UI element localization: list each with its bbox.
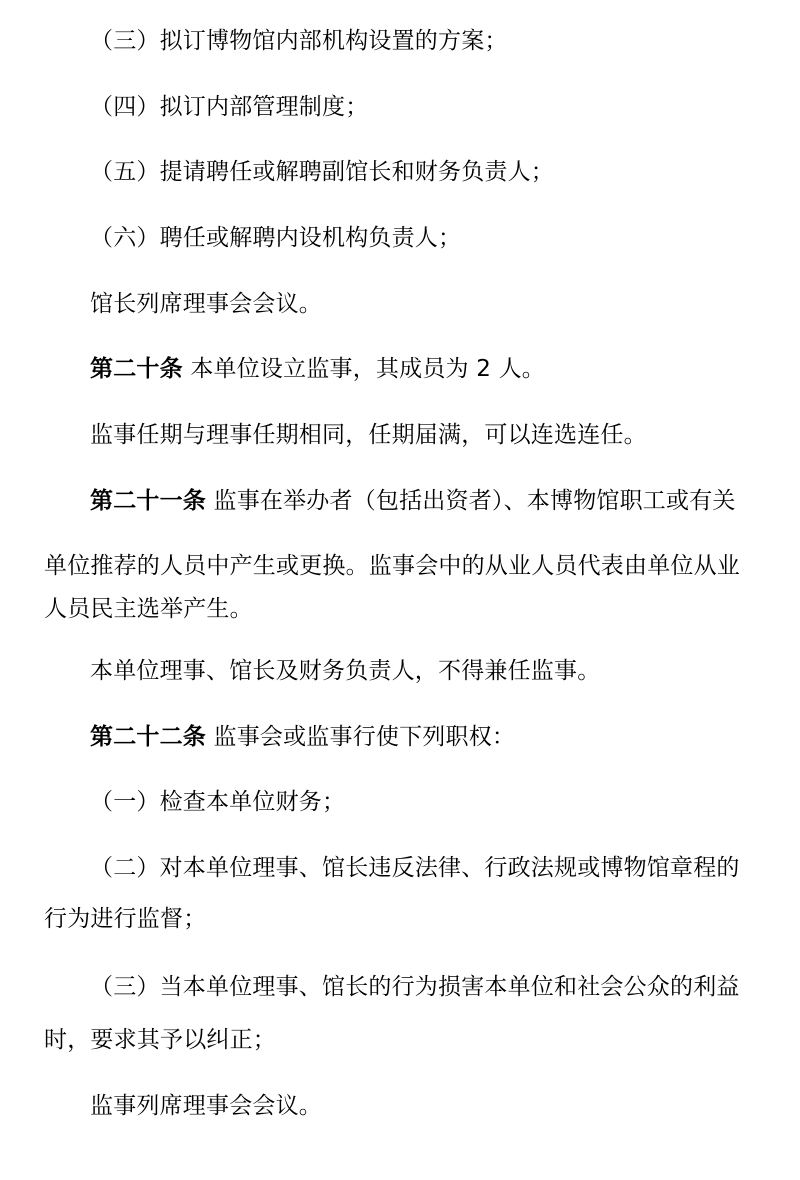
power-two-continuation-line: 行为进行监督；: [44, 906, 207, 932]
power-three-continuation-line: 时，要求其予以纠正；: [44, 1027, 276, 1053]
power-two-line: （二）对本单位理事、馆长违反法律、行政法规或博物馆章程的: [90, 855, 740, 881]
article-20-label: 第二十条: [90, 356, 183, 382]
non-concurrent-role-line: 本单位理事、馆长及财务负责人，不得兼任监事。: [90, 658, 601, 684]
article-20-text: 本单位设立监事，其成员为 2 人。: [182, 356, 545, 382]
article-21-label: 第二十一条: [90, 488, 206, 514]
power-three-line: （三）当本单位理事、馆长的行为损害本单位和社会公众的利益: [90, 974, 740, 1000]
item-three-line: （三）拟订博物馆内部机构设置的方案；: [90, 28, 508, 54]
article-20-line: [90, 354, 545, 384]
article-21-continuation-line-2: 人员民主选举产生。: [44, 596, 253, 622]
article-22-line: [90, 722, 515, 752]
power-one-line: （一）检查本单位财务；: [90, 789, 346, 815]
article-22-text: 监事会或监事行使下列职权：: [206, 724, 516, 750]
director-meeting-line: 馆长列席理事会会议。: [90, 291, 322, 317]
supervisor-meeting-line: 监事列席理事会会议。: [90, 1093, 322, 1119]
article-21-continuation-line-1: 单位推荐的人员中产生或更换。监事会中的从业人员代表由单位从业: [44, 553, 740, 579]
item-five-line: （五）提请聘任或解聘副馆长和财务负责人；: [90, 159, 554, 185]
article-21-text: 监事在举办者（包括出资者）、本博物馆职工或有关: [206, 488, 736, 514]
item-six-line: （六）聘任或解聘内设机构负责人；: [90, 225, 462, 251]
supervisor-term-line: 监事任期与理事任期相同，任期届满，可以连选连任。: [90, 422, 647, 448]
article-22-label: 第二十二条: [90, 724, 206, 750]
article-21-line: [90, 486, 736, 516]
item-four-line: （四）拟订内部管理制度；: [90, 94, 369, 120]
